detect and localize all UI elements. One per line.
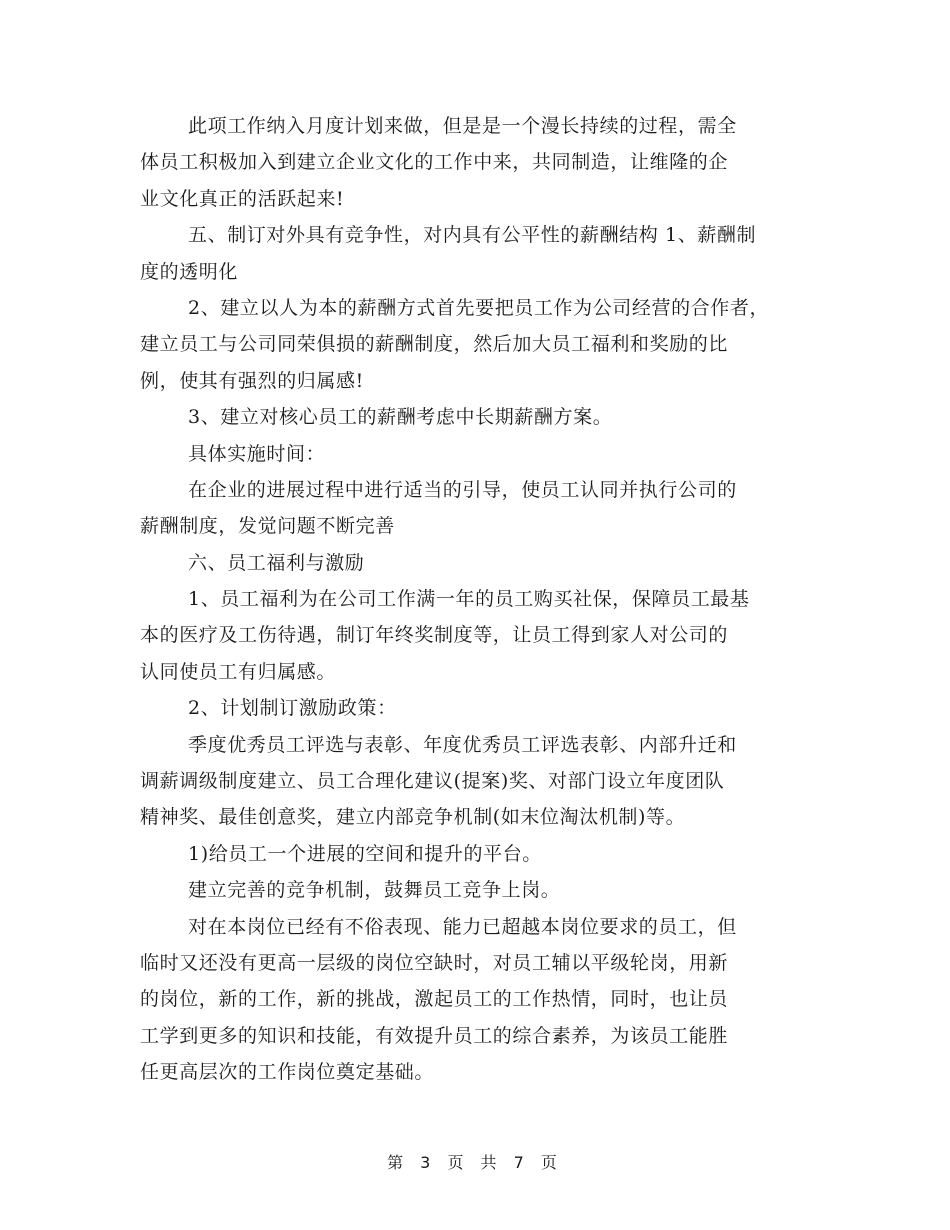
- paragraph-line: 任更高层次的工作岗位奠定基础。: [140, 1061, 435, 1084]
- paragraph-line: 1、员工福利为在公司工作满一年的员工购买社保，保障员工最基: [188, 588, 750, 611]
- document-body: [140, 108, 830, 1091]
- paragraph-line: 2、建立以人为本的薪酬方式首先要把员工作为公司经营的合作者，: [188, 296, 770, 319]
- paragraph-line: 3、建立对核心员工的薪酬考虑中长期薪酬方案。: [188, 406, 613, 429]
- paragraph-line: 度的透明化: [140, 260, 239, 283]
- paragraph-line: 业文化真正的活跃起来!: [140, 187, 345, 210]
- paragraph-line: 具体实施时间：: [188, 442, 326, 465]
- paragraph-line: 在企业的进展过程中进行适当的引导，使员工认同并执行公司的: [188, 478, 737, 501]
- paragraph-line: 体员工积极加入到建立企业文化的工作中来，共同制造，让维隆的企: [140, 151, 729, 174]
- paragraph-line: 认同使员工有归属感。: [140, 660, 337, 683]
- section-heading-line: 六、员工福利与激励: [188, 551, 365, 574]
- paragraph-line: 1)给员工一个进展的空间和提升的平台。: [188, 842, 542, 865]
- paragraph-line: 2、计划制订激励政策：: [188, 697, 397, 720]
- paragraph-line: 薪酬制度，发觉问题不断完善: [140, 515, 395, 538]
- paragraph-line: 调薪调级制度建立、员工合理化建议(提案)奖、对部门设立年度团队: [140, 770, 725, 793]
- paragraph-line: 此项工作纳入月度计划来做，但是是一个漫长持续的过程，需全: [188, 115, 737, 137]
- paragraph-line: 建立员工与公司同荣俱损的薪酬制度，然后加大员工福利和奖励的比: [140, 333, 729, 356]
- paragraph-line: 建立完善的竞争机制，鼓舞员工竞争上岗。: [188, 879, 561, 902]
- section-heading-line: 五、制订对外具有竞争性，对内具有公平性的薪酬结构 1、薪酬制: [188, 224, 757, 247]
- paragraph-line: 工学到更多的知识和技能，有效提升员工的综合素养，为该员工能胜: [140, 1024, 729, 1047]
- paragraph-line: 对在本岗位已经有不俗表现、能力已超越本岗位要求的员工，但: [188, 915, 737, 938]
- paragraph-line: 例，使其有强烈的归属感!: [140, 369, 364, 392]
- page-number-footer: 第 3 页 共 7 页: [387, 1153, 563, 1172]
- paragraph-line: 临时又还没有更高一层级的岗位空缺时，对员工辅以平级轮岗，用新: [140, 951, 729, 974]
- paragraph-line: 季度优秀员工评选与表彰、年度优秀员工评选表彰、内部升迁和: [188, 733, 737, 756]
- paragraph-line: 精神奖、最佳创意奖，建立内部竞争机制(如末位淘汰机制)等。: [140, 806, 686, 829]
- paragraph-line: 本的医疗及工伤待遇，制订年终奖制度等，让员工得到家人对公司的: [140, 624, 729, 647]
- paragraph-line: 的岗位，新的工作，新的挑战，激起员工的工作热情，同时，也让员: [140, 988, 729, 1011]
